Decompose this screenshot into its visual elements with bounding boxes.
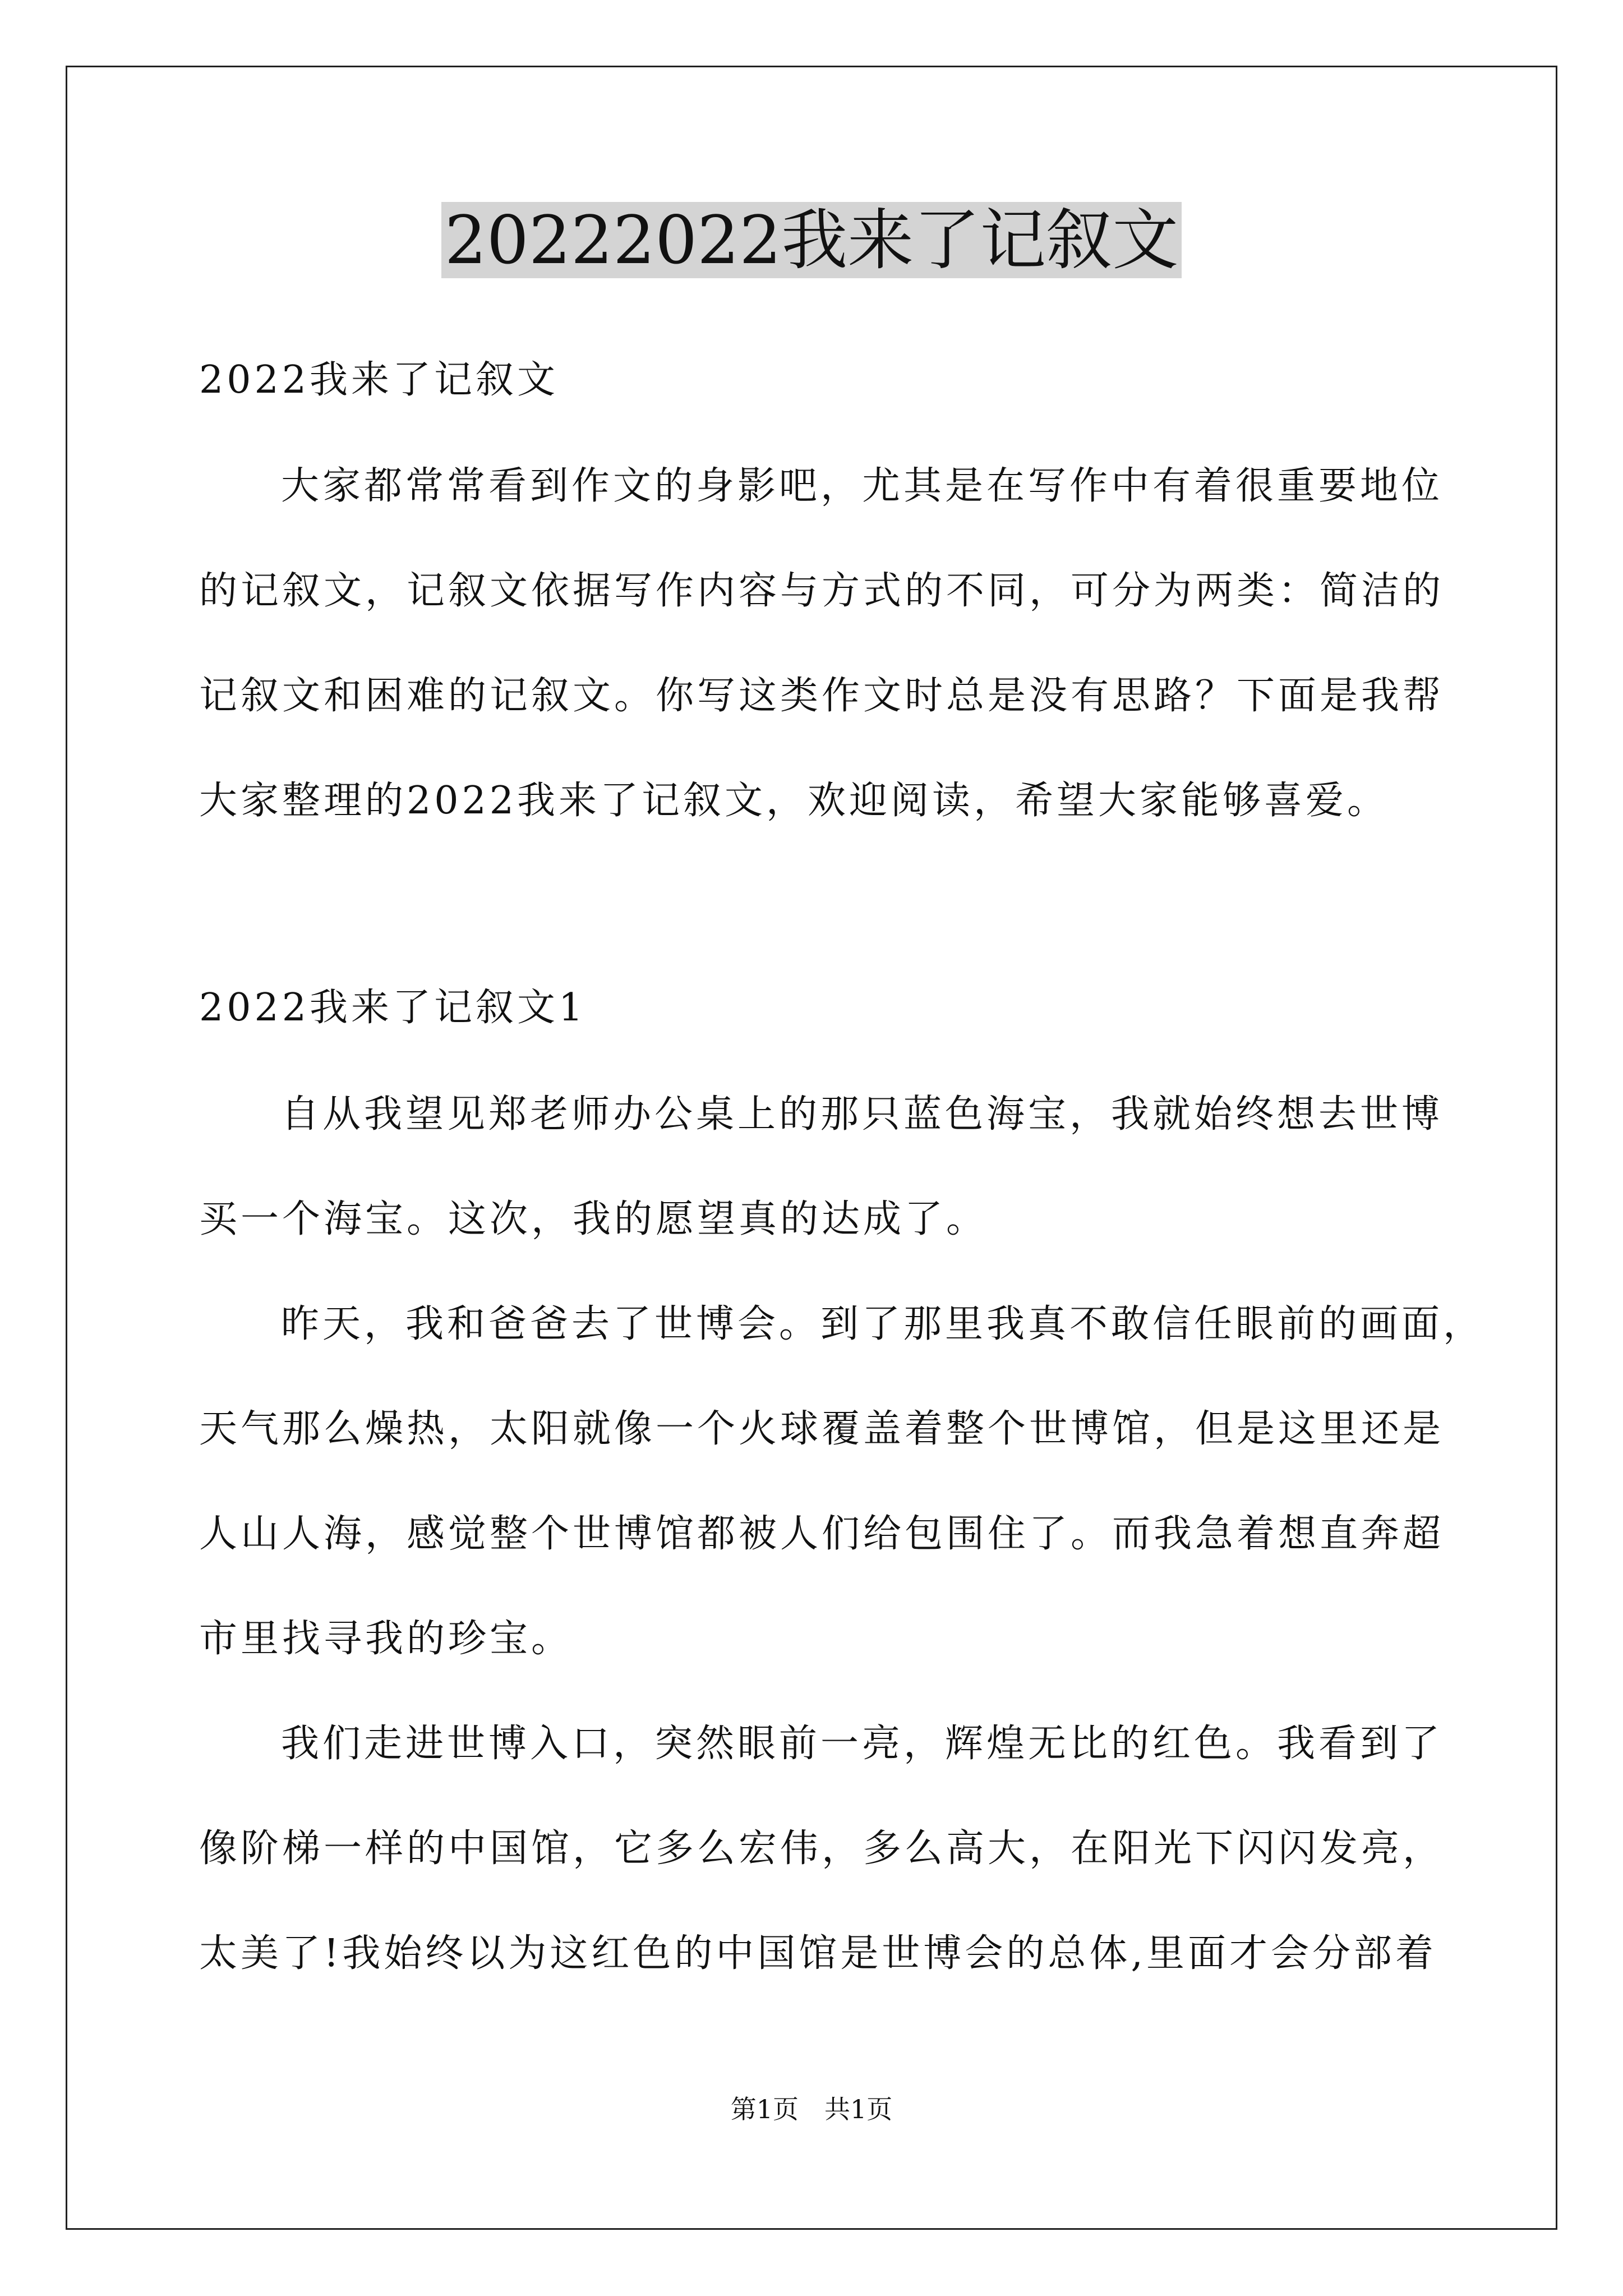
intro-line-2: 的记叙文，记叙文依据写作内容与方式的不同，可分为两类：简洁的 — [199, 569, 1445, 613]
body-line-2: 买一个海宝。这次，我的愿望真的达成了。 — [199, 1197, 988, 1241]
intro-line-3: 记叙文和困难的记叙文。你写这类作文时总是没有思路？下面是我帮 — [199, 674, 1445, 718]
body-line-9: 太美了!我始终以为这红色的中国馆是世博会的总体,里面才会分部着 — [199, 1931, 1437, 1976]
document-title: 20222022我来了记叙文 — [441, 202, 1182, 278]
body-line-3: 昨天，我和爸爸去了世博会。到了那里我真不敢信任眼前的画面， — [281, 1302, 1485, 1346]
body-line-5: 人山人海，感觉整个世博馆都被人们给包围住了。而我急着想直奔超 — [199, 1512, 1445, 1556]
body-line-7: 我们走进世博入口，突然眼前一亮，辉煌无比的红色。我看到了 — [281, 1722, 1444, 1766]
section-heading: 2022我来了记叙文1 — [199, 986, 587, 1030]
body-line-6: 市里找寻我的珍宝。 — [199, 1617, 573, 1661]
page-footer: 第1页 共1页 — [730, 2094, 893, 2124]
body-line-8: 像阶梯一样的中国馆，它多么宏伟，多么高大，在阳光下闪闪发亮， — [199, 1826, 1445, 1871]
subtitle: 2022我来了记叙文 — [199, 358, 559, 402]
body-line-1: 自从我望见郑老师办公桌上的那只蓝色海宝，我就始终想去世博 — [281, 1092, 1444, 1137]
title-container — [0, 202, 1623, 278]
intro-line-1: 大家都常常看到作文的身影吧，尤其是在写作中有着很重要地位 — [281, 464, 1444, 508]
intro-line-4: 大家整理的2022我来了记叙文，欢迎阅读，希望大家能够喜爱。 — [199, 779, 1389, 823]
body-line-4: 天气那么燥热，太阳就像一个火球覆盖着整个世博馆，但是这里还是 — [199, 1407, 1445, 1451]
